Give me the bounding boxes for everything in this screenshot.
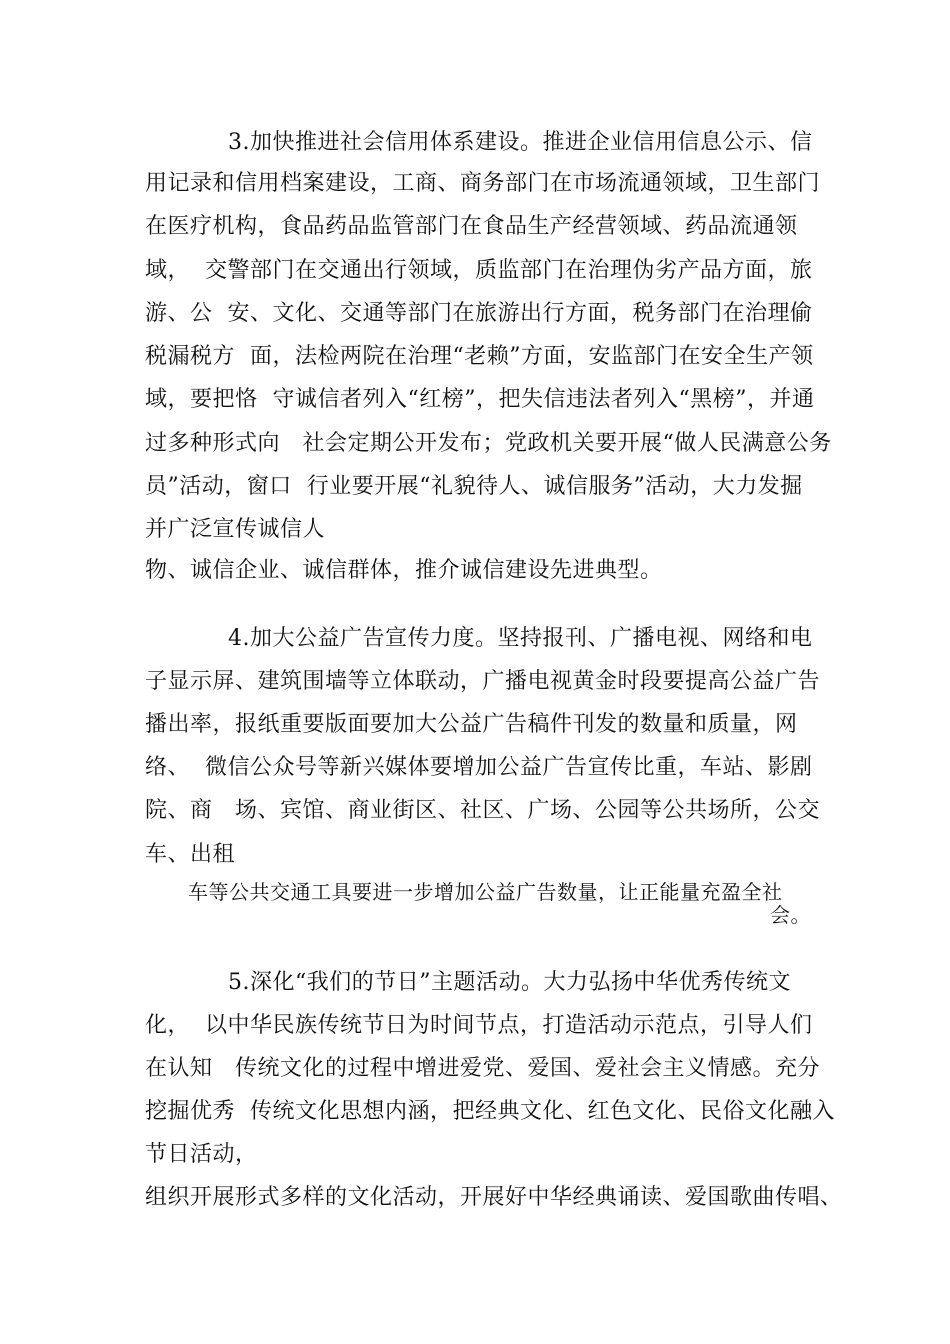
text-line: 络、 微信公众号等新兴媒体要增加公益广告宣传比重，车站、影剧	[145, 755, 813, 780]
text-line: 车等公共交通工具要进一步增加公益广告数量，让正能量充盈全社	[188, 880, 783, 904]
text-line: 组织开展形式多样的文化活动，开展好中华经典诵读、爱国歌曲传唱、	[145, 1185, 843, 1210]
text-line: 3.加快推进社会信用体系建设。推进企业信用信息公示、信	[228, 130, 813, 155]
text-line: 域， 交警部门在交通出行领域，质监部门在治理伪劣产品方面，旅	[145, 258, 813, 283]
text-line: 在医疗机构，食品药品监管部门在食品生产经营领域、药品流通领	[145, 214, 798, 239]
text-line: 物、诚信企业、诚信群体，推介诚信建设先进典型。	[145, 558, 663, 583]
text-line: 子显示屏、建筑围墙等立体联动，广播电视黄金时段要提高公益广告	[145, 669, 821, 694]
text-line: 播出率，报纸重要版面要加大公益广告稿件刊发的数量和质量，网	[145, 712, 798, 737]
text-line: 车、出租	[145, 842, 236, 867]
text-line: 挖掘优秀 传统文化思想内涵，把经典文化、红色文化、民俗文化融入	[145, 1099, 835, 1124]
text-line: 化， 以中华民族传统节日为时间节点，打造活动示范点，引导人们	[145, 1013, 813, 1038]
text-line: 院、商 场、宾馆、商业街区、社区、广场、公园等公共场所，公交	[145, 798, 820, 823]
text-line: 在认知 传统文化的过程中增进爱党、爱国、爱社会主义情感。充分	[145, 1056, 820, 1081]
text-line: 会。	[770, 903, 811, 927]
text-line: 并广泛宣传诚信人	[145, 517, 326, 542]
text-line: 4.加大公益广告宣传力度。坚持报刊、广播电视、网络和电	[228, 626, 813, 651]
text-line: 游、公 安、文化、交通等部门在旅游出行方面，税务部门在治理偷	[145, 301, 813, 326]
text-line: 域，要把恪 守诚信者列入“红榜”，把失信违法者列入“黑榜”，并通	[145, 387, 815, 412]
text-line: 节日活动，	[145, 1142, 258, 1167]
text-line: 税漏税方 面，法检两院在治理“老赖”方面，安监部门在安全生产领	[145, 344, 814, 369]
text-line: 5.深化“我们的节日”主题活动。大力弘扬中华优秀传统文	[228, 970, 791, 995]
text-line: 过多种形式向 社会定期公开发布；党政机关要开展“做人民满意公务	[145, 431, 832, 456]
text-line: 员”活动，窗口 行业要开展“礼貌待人、诚信服务”活动，大力发掘	[145, 474, 803, 499]
text-line: 用记录和信用档案建设，工商、商务部门在市场流通领域，卫生部门	[145, 171, 821, 196]
